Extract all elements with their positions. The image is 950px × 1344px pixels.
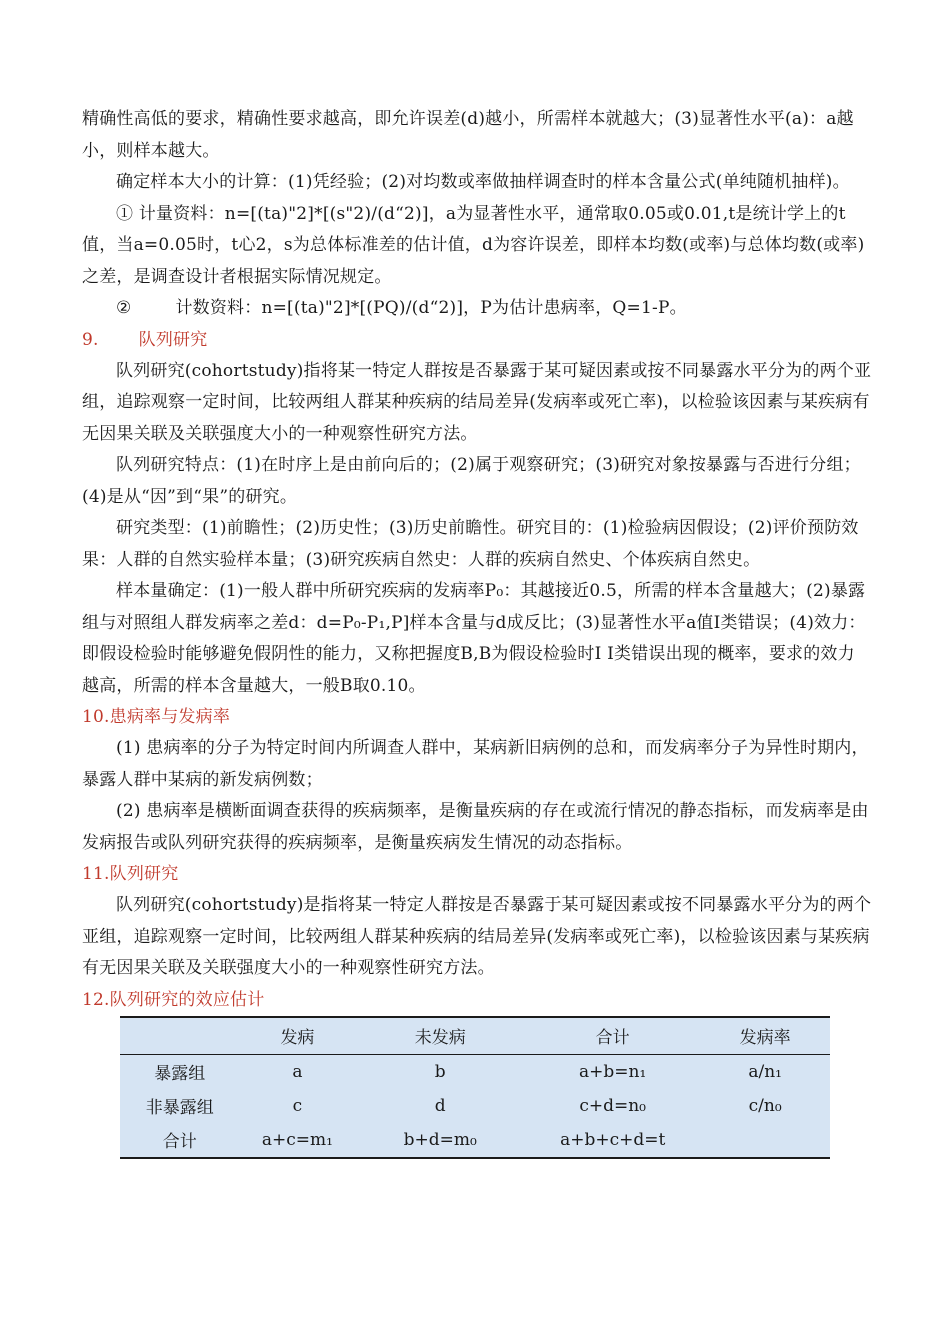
table-cell: c/n₀ (748, 1095, 782, 1116)
effect-estimate-table (120, 1016, 830, 1159)
paragraph-count-data (82, 293, 872, 325)
table-row (120, 1123, 830, 1158)
count-data-text: 计数资料：n=[(ta)"2]*[(PQ)/(d“2)]，P为估计患病率，Q=1-P。 (175, 298, 687, 318)
table-cell: a+c=m₁ (239, 1123, 355, 1158)
section-9-title: 队列研究 (138, 329, 208, 350)
section-10-heading: 10.患病率与发病率 (82, 707, 231, 727)
section-10-para-1: (1) 患病率的分子为特定时间内所调查人群中，某病新旧病例的总和，而发病率分子为异性时期内，暴露人群中某病的新发病例数； (82, 738, 869, 790)
table-header-cell: 发病率 (700, 1017, 830, 1055)
table-header-row (120, 1017, 830, 1055)
table-cell: 暴露组 (154, 1064, 206, 1084)
section-9-heading (82, 325, 872, 356)
section-9-types: 研究类型：(1)前瞻性；(2)历史性；(3)历史前瞻性。研究目的：(1)检验病因假设；(2)评价预防效果：人群的自然实验样本量；(3)研究疾病自然史：人群的疾病自然史、个体疾病自然史。 (82, 518, 859, 570)
table-cell: a+b=n₁ (579, 1061, 647, 1082)
document-page (82, 104, 872, 1159)
section-11-heading: 11.队列研究 (82, 864, 179, 884)
paragraph-precision: 精确性高低的要求，精确性要求越高，即允许误差(d)越小，所需样本就越大；(3)显著性水平(a)：a越小，则样本越大。 (82, 109, 854, 161)
table-cell: a (292, 1061, 303, 1082)
table-cell: a/n₁ (748, 1061, 782, 1082)
table-header-cell: 未发病 (355, 1017, 525, 1055)
table-header-cell: 合计 (525, 1017, 700, 1055)
section-11-definition: 队列研究(cohortstudy)是指将某一特定人群按是否暴露于某可疑因素或按不同暴露水平分为的两个亚组，追踪观察一定时间，比较两组人群某种疾病的结局差异(发病率或死亡率)，以检验该因素与某疾病有无因果关联及关联强度大小的一种观察性研究方法。 (82, 895, 872, 978)
table-header-cell (120, 1017, 239, 1055)
table-cell (700, 1123, 830, 1158)
table-cell: 非暴露组 (145, 1098, 214, 1118)
section-9-number: 9. (82, 329, 99, 350)
section-12-heading: 12.队列研究的效应估计 (82, 989, 265, 1010)
table-cell: c (292, 1095, 303, 1116)
table-cell: a+b+c+d=t (525, 1123, 700, 1158)
table-cell: d (434, 1095, 446, 1116)
item-marker: ② (116, 298, 132, 318)
table-cell: b+d=m₀ (355, 1123, 525, 1158)
paragraph-sample-size-calc: 确定样本大小的计算：(1)凭经验；(2)对均数或率做抽样调查时的样本含量公式(单纯随机抽样)。 (116, 172, 850, 192)
table-row (120, 1089, 830, 1123)
table-header-cell: 发病 (239, 1017, 355, 1055)
section-9-features: 队列研究特点：(1)在时序上是由前向后的；(2)属于观察研究；(3)研究对象按暴露与否进行分组；(4)是从“因”到“果”的研究。 (82, 455, 861, 507)
section-9-definition: 队列研究(cohortstudy)指将某一特定人群按是否暴露于某可疑因素或按不同暴露水平分为的两个亚组，追踪观察一定时间，比较两组人群某种疾病的结局差异(发病率或死亡率)，以检验该因素与某疾病有无因果关联及关联强度大小的一种观察性研究方法。 (82, 360, 872, 444)
paragraph-measurement-data: ① 计量资料：n=[(ta)"2]*[(s"2)/(d“2)]，a为显著性水平，通常取0.05或0.01,t是统计学上的t值，当a=0.05时，t心2，s为总体标准差的估计值，d为容许误差，即样本均数(或率)与总体均数(或率)之差，是调查设计者根据实际情况规定。 (82, 203, 865, 287)
table-cell: b (434, 1061, 446, 1082)
table-row (120, 1054, 830, 1089)
section-10-para-2: (2) 患病率是横断面调查获得的疾病频率，是衡量疾病的存在或流行情况的静态指标，而发病率是由发病报告或队列研究获得的疾病频率，是衡量疾病发生情况的动态指标。 (82, 801, 869, 853)
section-9-sample-size: 样本量确定：(1)一般人群中所研究疾病的发病率P₀：其越接近0.5，所需的样本含量越大；(2)暴露组与对照组人群发病率之差d：d=P₀-P₁,P]样本含量与d成反比；(3)显著性水平a值I类错误；(4)效力：即假设检验时能够避免假阴性的能力，又称把握度B,B为假设检验时I I类错误出现的概率，要求的效力越高，所需的样本含量越大，一般B取0.10。 (82, 581, 866, 696)
table-cell: c+d=n₀ (579, 1095, 646, 1116)
effect-table-wrapper (120, 1016, 830, 1159)
table-cell: 合计 (120, 1123, 239, 1158)
